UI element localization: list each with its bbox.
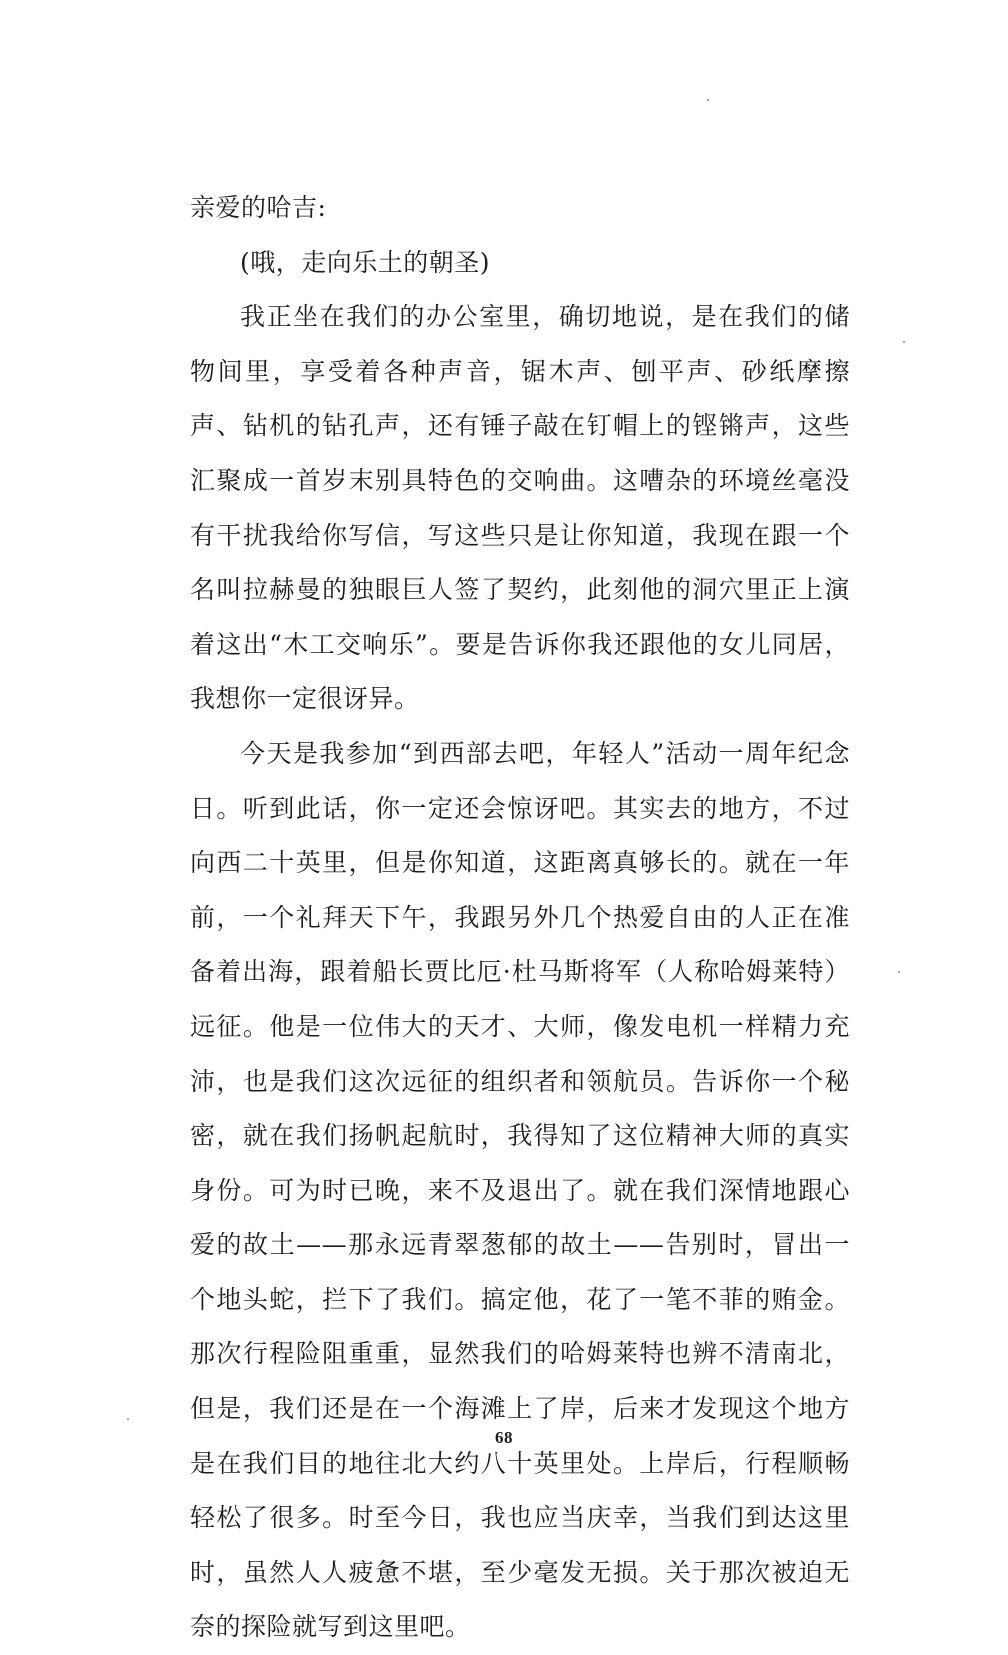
scan-speck [707,99,709,101]
paragraph: 我正坐在我们的办公室里，确切地说，是在我们的储物间里，享受着各种声音，锯木声、刨平声、砂纸摩擦声、钻机的钻孔声，还有锤子敲在钉帽上的铿锵声，这些汇聚成一首岁末别具特色的交响曲。这嘈杂的环境丝毫没有干扰我给你写信，写这些只是让你知道，我现在跟一个名叫拉赫曼的独眼巨人签了契约，此刻他的洞穴里正上演着这出“木工交响乐”。要是告诉你我还跟他的女儿同居，我想你一定很讶异。 [190,302,850,714]
paragraph: 今天是我参加“到西部去吧，年轻人”活动一周年纪念日。听到此话，你一定还会惊讶吧。其实去的地方，不过向西二十英里，但是你知道，这距离真够长的。就在一年前，一个礼拜天下午，我跟另外几个热爱自由的人正在准备着出海，跟着船长贾比厄·杜马斯将军（人称哈姆莱特）远征。他是一位伟大的天才、大师，像发电机一样精力充沛，也是我们这次远征的组织者和领航员。告诉你一个秘密，就在我们扬帆起航时，我得知了这位精神大师的真实身份。可为时已晚，来不及退出了。就在我们深情地跟心爱的故土——那永远青翠葱郁的故土——告别时，冒出一个地头蛇，拦下了我们。搞定他，花了一笔不菲的贿金。那次行程险阻重重，显然我们的哈姆莱特也辨不清南北，但是，我们还是在一个海滩上了岸，后来才发现这个地方是在我们目的地往北大约八十英里处。上岸后，行程顺畅轻松了很多。时至今日，我也应当庆幸，当我们到达这里时，虽然人人疲惫不堪，至少毫发无损。关于那次被迫无奈的探险就写到这里吧。 [190,738,850,1642]
page-number: 68 [495,1428,513,1447]
scan-speck [903,341,905,343]
letter-salutation: 亲爱的哈吉: [190,193,327,222]
scan-speck [898,971,900,973]
scan-speck [127,1418,129,1420]
letter-subtitle: (哦，走向乐土的朝圣) [240,247,491,277]
